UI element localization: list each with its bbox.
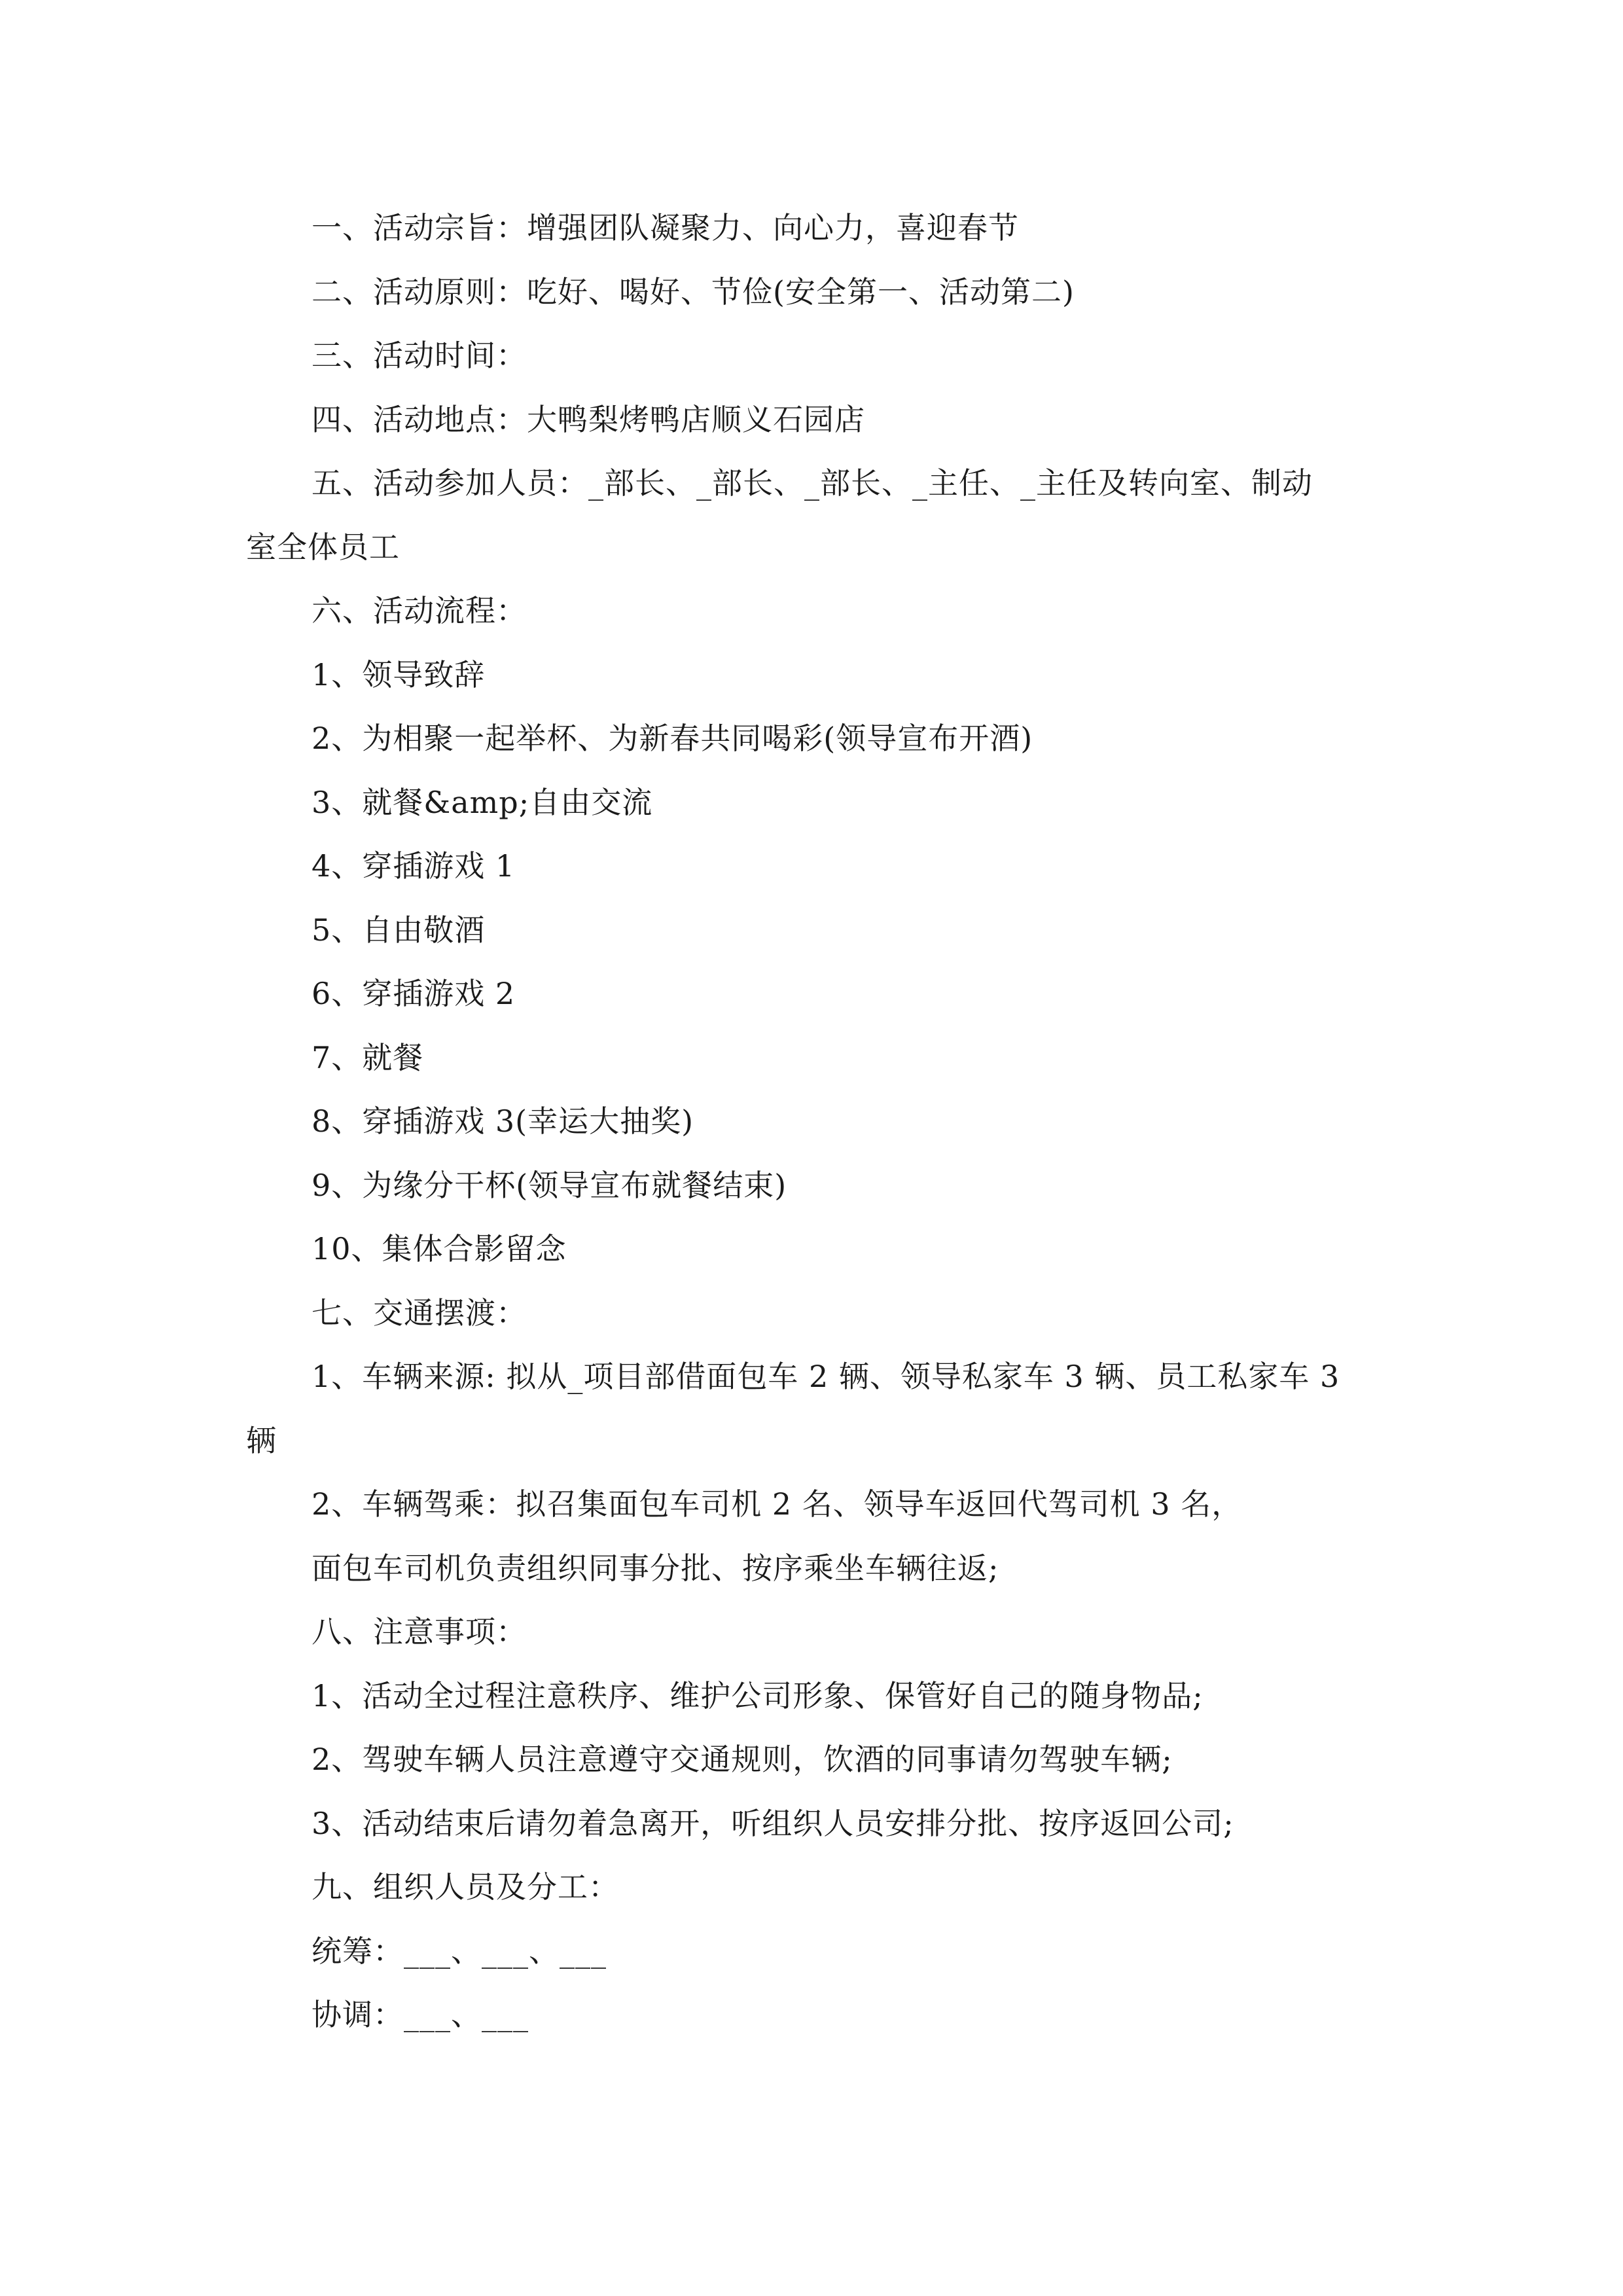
text-line: 一、活动宗旨：增强团队凝聚力、向心力，喜迎春节	[312, 210, 1019, 245]
text-line: 2、车辆驾乘：拟召集面包车司机 2 名、领导车返回代驾司机 3 名，	[312, 1486, 1243, 1522]
text-line: 四、活动地点：大鸭梨烤鸭店顺义石园店	[312, 401, 865, 437]
text-line: 八、注意事项：	[312, 1614, 527, 1649]
text-line: 2、为相聚一起举杯、为新春共同喝彩(领导宣布开酒)	[312, 721, 1033, 756]
text-line: 2、驾驶车辆人员注意遵守交通规则，饮酒的同事请勿驾驶车辆;	[312, 1742, 1173, 1777]
text-line: 九、组织人员及分工：	[312, 1869, 619, 1905]
text-line: 三、活动时间：	[312, 338, 527, 373]
text-line: 7、就餐	[312, 1039, 424, 1075]
text-line: 3、就餐&amp;自由交流	[312, 784, 653, 820]
text-line: 六、活动流程：	[312, 593, 527, 628]
text-line: 七、交通摆渡：	[312, 1295, 527, 1331]
text-line-continuation: 辆	[246, 1422, 277, 1458]
document-body	[246, 196, 1378, 2047]
text-line-continuation: 室全体员工	[246, 529, 400, 565]
text-line: 二、活动原则：吃好、喝好、节俭(安全第一、活动第二)	[312, 274, 1075, 310]
text-line: 五、活动参加人员：_部长、_部长、_部长、_主任、_主任及转向室、制动	[312, 465, 1313, 501]
text-line: 5、自由敬酒	[312, 912, 486, 948]
text-line: 1、领导致辞	[312, 656, 486, 692]
text-line: 协调：___、___	[312, 1997, 529, 2032]
text-line: 统筹：___、___、___	[312, 1933, 607, 1969]
text-line: 6、穿插游戏 2	[312, 976, 516, 1011]
text-line: 4、穿插游戏 1	[312, 848, 516, 884]
text-line: 面包车司机负责组织同事分批、按序乘坐车辆往返;	[312, 1550, 999, 1586]
text-line: 1、活动全过程注意秩序、维护公司形象、保管好自己的随身物品;	[312, 1677, 1204, 1713]
text-line: 3、活动结束后请勿着急离开，听组织人员安排分批、按序返回公司;	[312, 1805, 1234, 1841]
text-line: 10、集体合影留念	[312, 1231, 567, 1266]
text-line: 1、车辆来源: 拟从_项目部借面包车 2 辆、领导私家车 3 辆、员工私家车 3	[312, 1359, 1340, 1394]
text-line: 9、为缘分干杯(领导宣布就餐结束)	[312, 1167, 787, 1203]
text-line: 8、穿插游戏 3(幸运大抽奖)	[312, 1103, 694, 1139]
